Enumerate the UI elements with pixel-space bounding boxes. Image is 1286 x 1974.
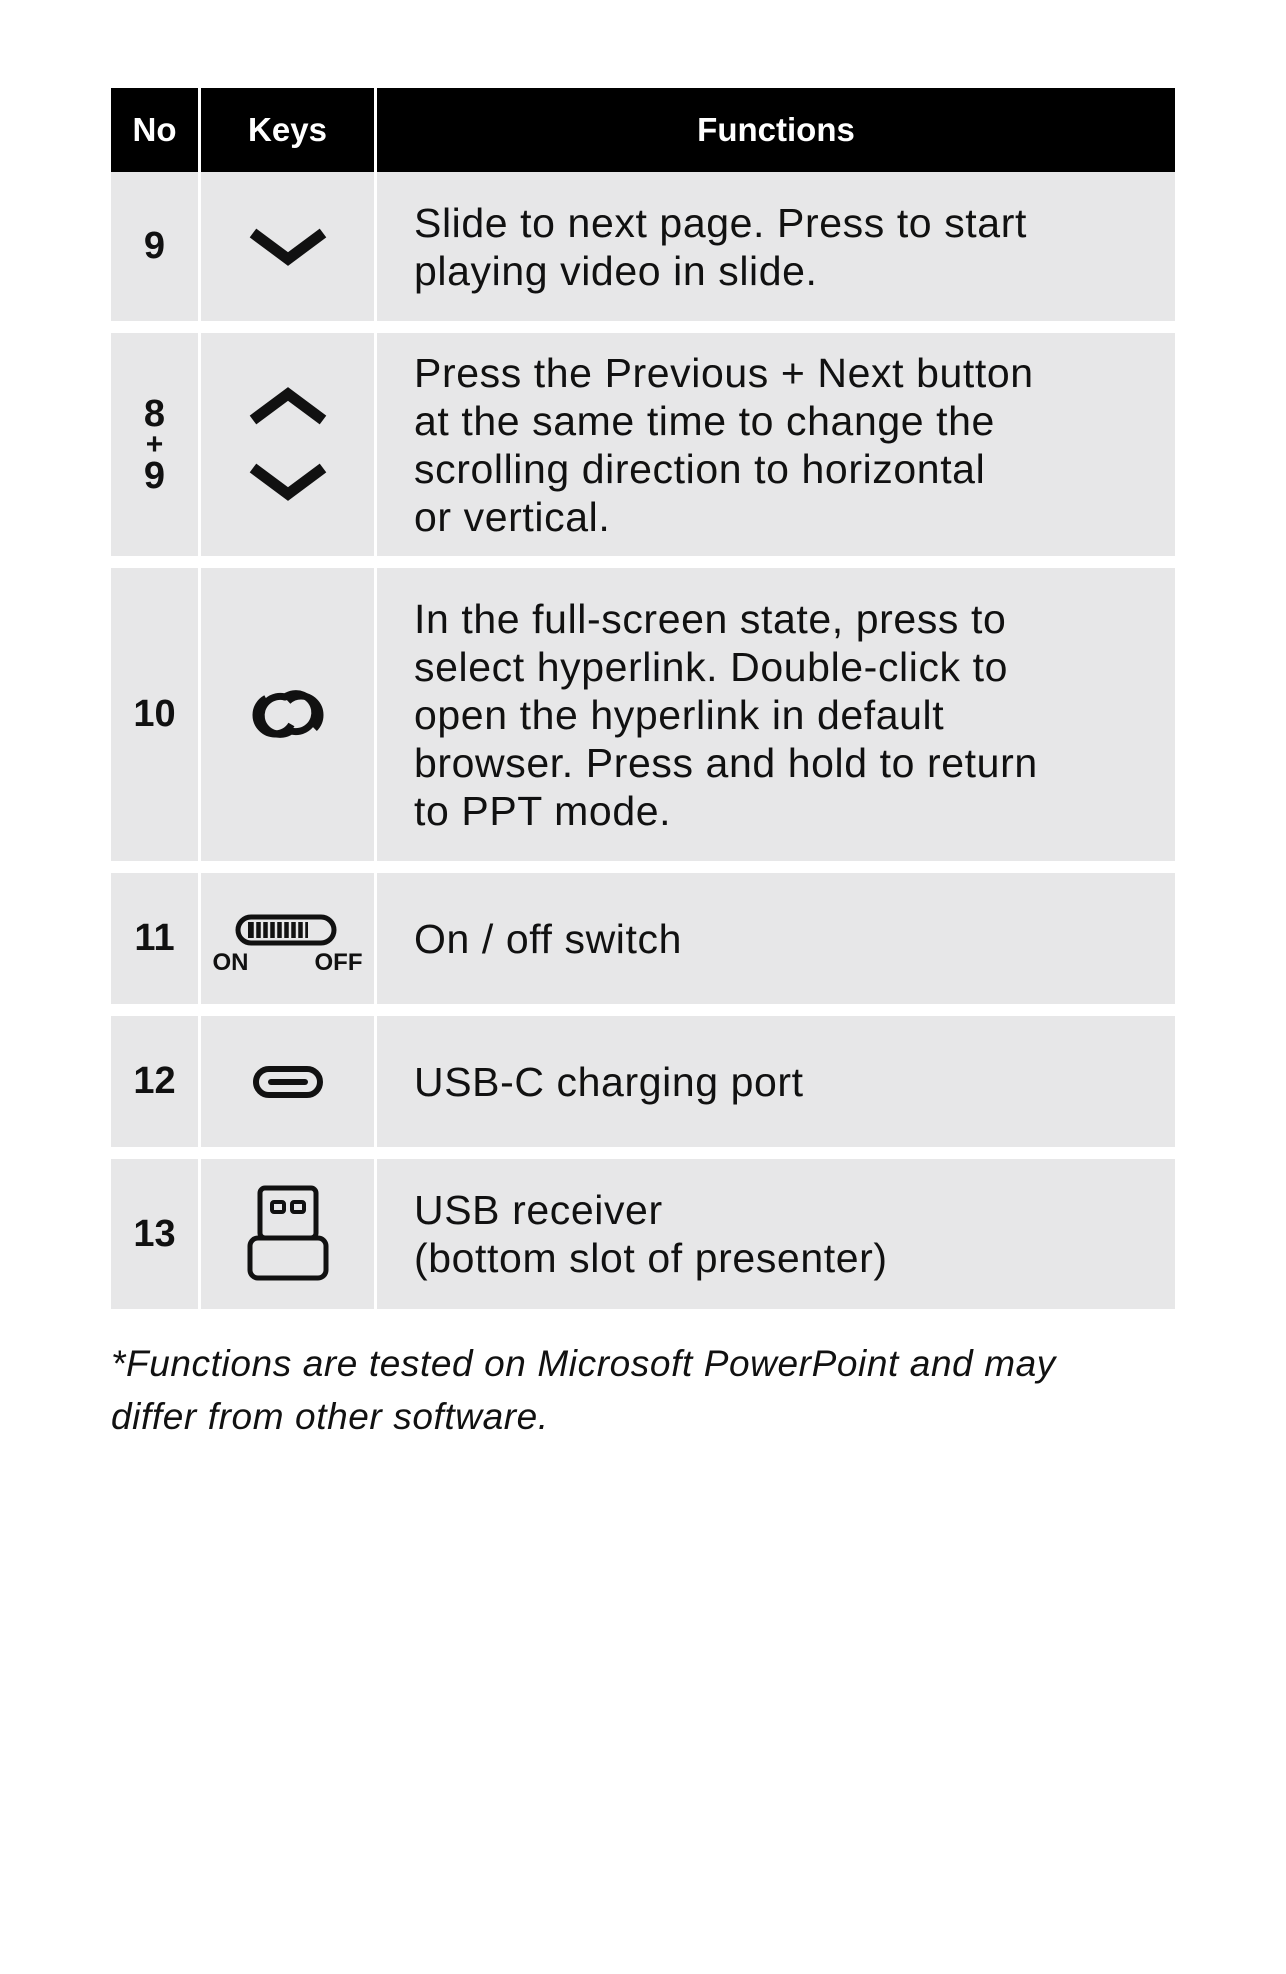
row-number-bottom: 9 — [143, 454, 166, 497]
function-cell — [377, 873, 1175, 1004]
function-cell — [377, 568, 1175, 861]
table-row — [111, 172, 1175, 321]
key-cell — [201, 873, 374, 1004]
row-number: 9 — [111, 172, 198, 321]
header-no: No — [111, 88, 198, 172]
usb-c-port-icon — [252, 1065, 324, 1099]
header-keys: Keys — [201, 88, 374, 172]
link-icon — [247, 685, 329, 745]
chevron-up-down-icons — [248, 380, 328, 510]
row-number-stack — [143, 392, 166, 497]
table-row — [111, 873, 1175, 1004]
chevron-down-icon — [248, 225, 328, 269]
header-functions: Functions — [377, 88, 1175, 172]
row-number: 10 — [111, 568, 198, 861]
usb-receiver-icon — [246, 1184, 330, 1284]
row-number — [111, 333, 198, 556]
key-cell — [201, 1159, 374, 1309]
function-text: USB receiver (bottom slot of presenter) — [414, 1187, 888, 1281]
table-header — [111, 88, 1175, 172]
table-row — [111, 568, 1175, 861]
function-text: Slide to next page. Press to start playing video in slide. — [414, 199, 1027, 294]
chevron-down-icon — [253, 468, 323, 494]
row-number-top: 8 — [143, 392, 166, 435]
power-switch-icon — [213, 904, 363, 974]
table-row — [111, 1159, 1175, 1309]
function-cell — [377, 333, 1175, 556]
row-number: 13 — [111, 1159, 198, 1309]
switch-off-label: OFF — [314, 948, 363, 976]
key-cell — [201, 568, 374, 861]
function-text: In the full-screen state, press to select hyperlink. Double-click to open the hyperlink in default browser. Press and hold to return to PPT mode. — [414, 595, 1038, 834]
table-row — [111, 1016, 1175, 1147]
key-cell — [201, 333, 374, 556]
function-text: Press the Previous + Next button at the same time to change the scrolling direction to horizontal or vertical. — [414, 349, 1034, 540]
row-number: 12 — [111, 1016, 198, 1147]
functions-table — [111, 88, 1175, 1309]
key-cell — [201, 1016, 374, 1147]
footnote: *Functions are tested on Microsoft PowerPoint and may differ from other software. — [111, 1343, 1056, 1437]
function-cell — [377, 1016, 1175, 1147]
row-number-plus: + — [145, 427, 164, 461]
chevron-up-icon — [253, 394, 323, 420]
function-text: On / off switch — [414, 915, 683, 962]
function-text: USB-C charging port — [414, 1058, 804, 1105]
table-row — [111, 333, 1175, 556]
switch-labels — [213, 950, 363, 976]
row-number: 11 — [111, 873, 198, 1004]
switch-on-label: ON — [212, 948, 249, 976]
key-cell — [201, 172, 374, 321]
function-cell — [377, 1159, 1175, 1309]
function-cell — [377, 172, 1175, 321]
